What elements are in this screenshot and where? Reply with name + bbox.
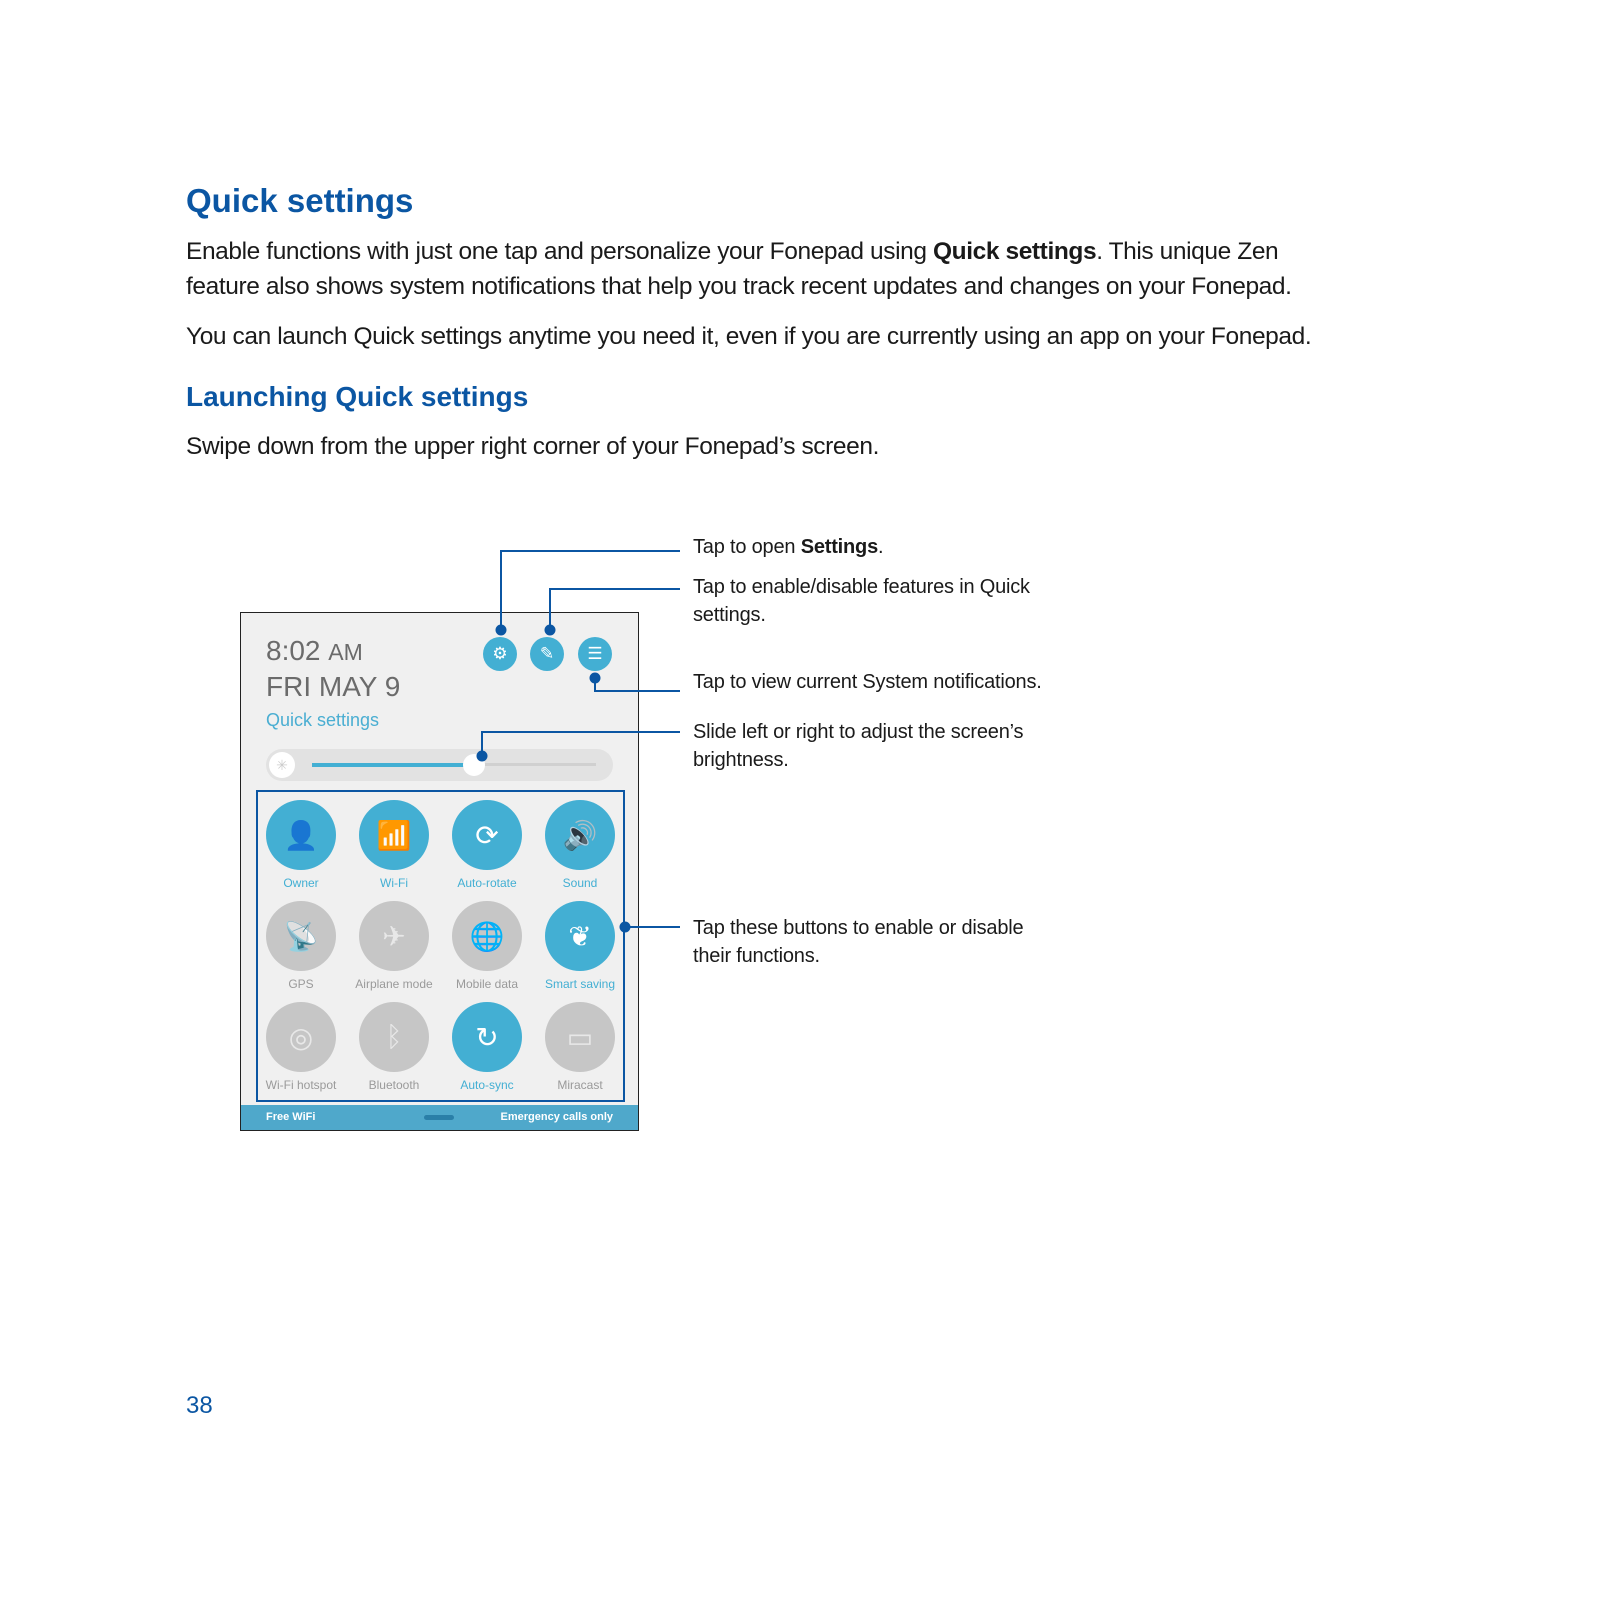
auto-rotate-icon: ⟳	[452, 800, 522, 870]
page-heading: Quick settings	[186, 182, 414, 219]
brightness-icon: ✳	[269, 752, 295, 778]
bluetooth-icon: ᛒ	[359, 1002, 429, 1072]
ampm: AM	[328, 639, 363, 665]
connector-dot	[591, 674, 600, 683]
miracast-icon: ▭	[545, 1002, 615, 1072]
airplane-mode-icon: ✈	[359, 901, 429, 971]
time: 8:02	[266, 635, 321, 666]
callout-line: their functions.	[693, 945, 820, 967]
callout-line: settings.	[693, 604, 766, 626]
toggle-label: Auto-sync	[460, 1078, 514, 1092]
emergency-text: Emergency calls only	[500, 1111, 613, 1123]
mobile-data-icon: 🌐	[452, 901, 522, 971]
toggle-label: Mobile data	[455, 977, 519, 991]
connector-edit	[550, 589, 680, 630]
toggle-label: Owner	[283, 876, 319, 890]
connector-settings	[501, 551, 680, 630]
para-launch-anytime: You can launch Quick settings anytime you need it, even if you are currently using an app on your Fonepad.	[186, 323, 1312, 350]
date: FRI MAY 9	[266, 671, 401, 702]
toggle-label: Auto-rotate	[457, 876, 517, 890]
auto-sync-icon: ↻	[452, 1002, 522, 1072]
toggle-label: Bluetooth	[368, 1078, 420, 1092]
callout-line: Tap to enable/disable features in Quick	[693, 576, 1030, 598]
callout-text: Tap to open	[693, 536, 801, 558]
callout-bold: Settings	[800, 536, 878, 558]
toggle-label: Wi-Fi hotspot	[265, 1078, 337, 1092]
toggle-label: Wi-Fi	[380, 876, 408, 890]
wi-fi-icon: 📶	[359, 800, 429, 870]
toggle-label: Smart saving	[544, 977, 616, 991]
toggle-label: GPS	[288, 977, 314, 991]
toggle-label: Airplane mode	[355, 977, 433, 991]
callout-notifications: Tap to view current System notifications.	[693, 671, 1042, 693]
quick-settings-title: Quick settings	[266, 710, 380, 730]
owner-icon: 👤	[266, 800, 336, 870]
connector-brightness	[482, 732, 680, 756]
callout-line: Slide left or right to adjust the screen’s	[693, 721, 1024, 743]
wi-fi-hotspot-icon: ◎	[266, 1002, 336, 1072]
toggle-label: Miracast	[557, 1078, 603, 1092]
page-number: 38	[186, 1392, 213, 1419]
para-swipe: Swipe down from the upper right corner of your Fonepad’s screen.	[186, 433, 879, 460]
smart-saving-icon: ❦	[545, 901, 615, 971]
intro-bold: Quick settings	[932, 238, 1097, 265]
subheading: Launching Quick settings	[186, 381, 529, 412]
connector-notifications	[595, 678, 680, 691]
network-name: Free WiFi	[266, 1111, 316, 1123]
callout-line: Tap these buttons to enable or disable	[693, 917, 1024, 939]
connector-dot	[497, 626, 506, 635]
callout-line: brightness.	[693, 749, 789, 771]
notifications-icon[interactable]: ☰	[578, 637, 612, 671]
connector-dot	[478, 752, 487, 761]
intro-line-2: feature also shows system notifications that help you track recent updates and changes on your Fonepad.	[186, 273, 1292, 300]
sound-icon: 🔊	[545, 800, 615, 870]
connector-dot	[621, 923, 630, 932]
callout-text: .	[878, 536, 884, 558]
toggle-label: Sound	[562, 876, 598, 890]
connector-dot	[546, 626, 555, 635]
settings-gear-icon[interactable]: ⚙	[483, 637, 517, 671]
intro-text: Enable functions with just one tap and personalize your Fonepad using	[186, 238, 933, 265]
gps-icon: 📡	[266, 901, 336, 971]
intro-text-2: . This unique Zen	[1096, 238, 1279, 265]
edit-icon[interactable]: ✎	[530, 637, 564, 671]
